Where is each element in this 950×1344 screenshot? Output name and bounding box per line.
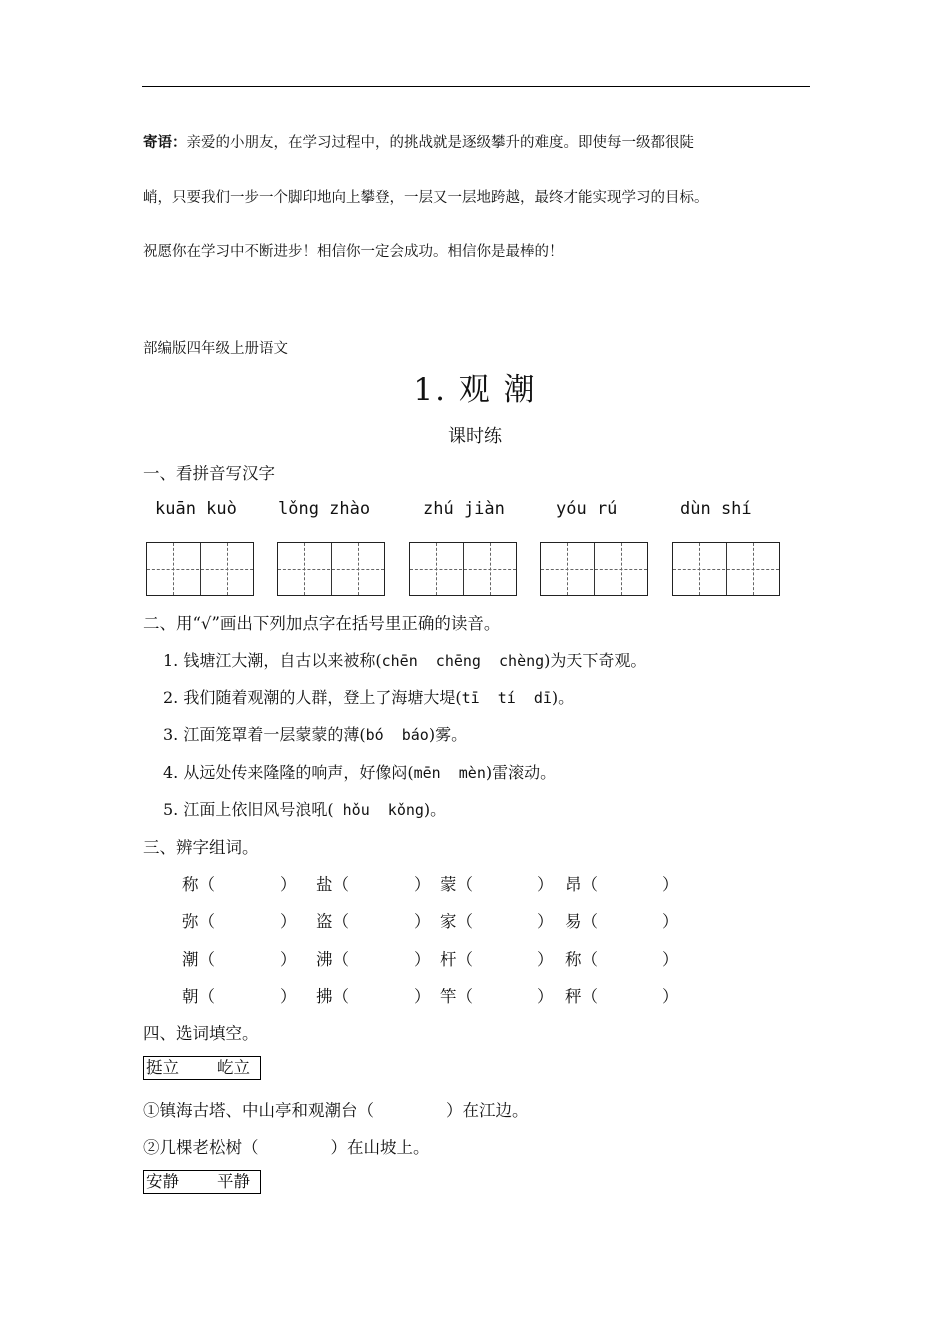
word-choice-box-1: 挺立 屹立 [143,1056,261,1080]
motto-label: 寄语： [143,134,187,151]
question-3: 3. 江面笼罩着一层蒙蒙的薄(bó báo)雾。 [163,725,468,744]
writing-grid-1[interactable] [146,542,254,596]
pinyin-5: dùn shí [680,499,752,519]
motto-line-3: 祝愿你在学习中不断进步！相信你一定会成功。相信你是最棒的！ [143,244,564,260]
fill-question-2: ②几棵老松树（ ）在山坡上。 [143,1138,430,1157]
fill-question-1: ①镇海古塔、中山亭和观潮台（ ）在江边。 [143,1101,529,1120]
motto-text-1: 亲爱的小朋友，在学习过程中，的挑战就是逐级攀升的难度。即使每一级都很陡 [186,135,694,151]
section-3-heading: 三、辨字组词。 [143,838,259,857]
motto-line-2: 峭，只要我们一步一个脚印地向上攀登，一层又一层地跨越，最终才能实现学习的目标。 [143,190,709,206]
writing-grid-5[interactable] [672,542,780,596]
question-1: 1. 钱塘江大潮，自古以来被称(chēn chēng chèng)为天下奇观。 [163,651,647,670]
writing-grid-2[interactable] [277,542,385,596]
lesson-type: 课时练 [448,426,502,447]
section-2-heading: 二、用“√”画出下列加点字在括号里正确的读音。 [143,614,501,633]
section-4-heading: 四、选词填空。 [143,1024,259,1043]
lesson-title: 1. 观 潮 [413,372,537,408]
writing-grid-4[interactable] [540,542,648,596]
motto-line-1 [143,133,694,153]
pinyin-3: zhú jiàn [423,499,505,519]
question-4: 4. 从远处传来隆隆的响声，好像闷(mēn mèn)雷滚动。 [163,763,557,782]
pinyin-4: yóu rú [556,499,618,519]
writing-grid-3[interactable] [409,542,517,596]
section-1-heading: 一、看拼音写汉字 [143,464,275,483]
word-choice-box-2: 安静 平静 [143,1170,261,1194]
pinyin-2: lǒng zhào [278,499,371,519]
book-subtitle: 部编版四年级上册语文 [143,341,288,357]
question-2: 2. 我们随着观潮的人群，登上了海塘大堤(tī tí dī)。 [163,688,575,707]
question-5: 5. 江面上依旧风号浪吼( hǒu kǒng)。 [163,800,447,819]
pinyin-1: kuān kuò [155,499,237,519]
top-rule [142,86,810,87]
